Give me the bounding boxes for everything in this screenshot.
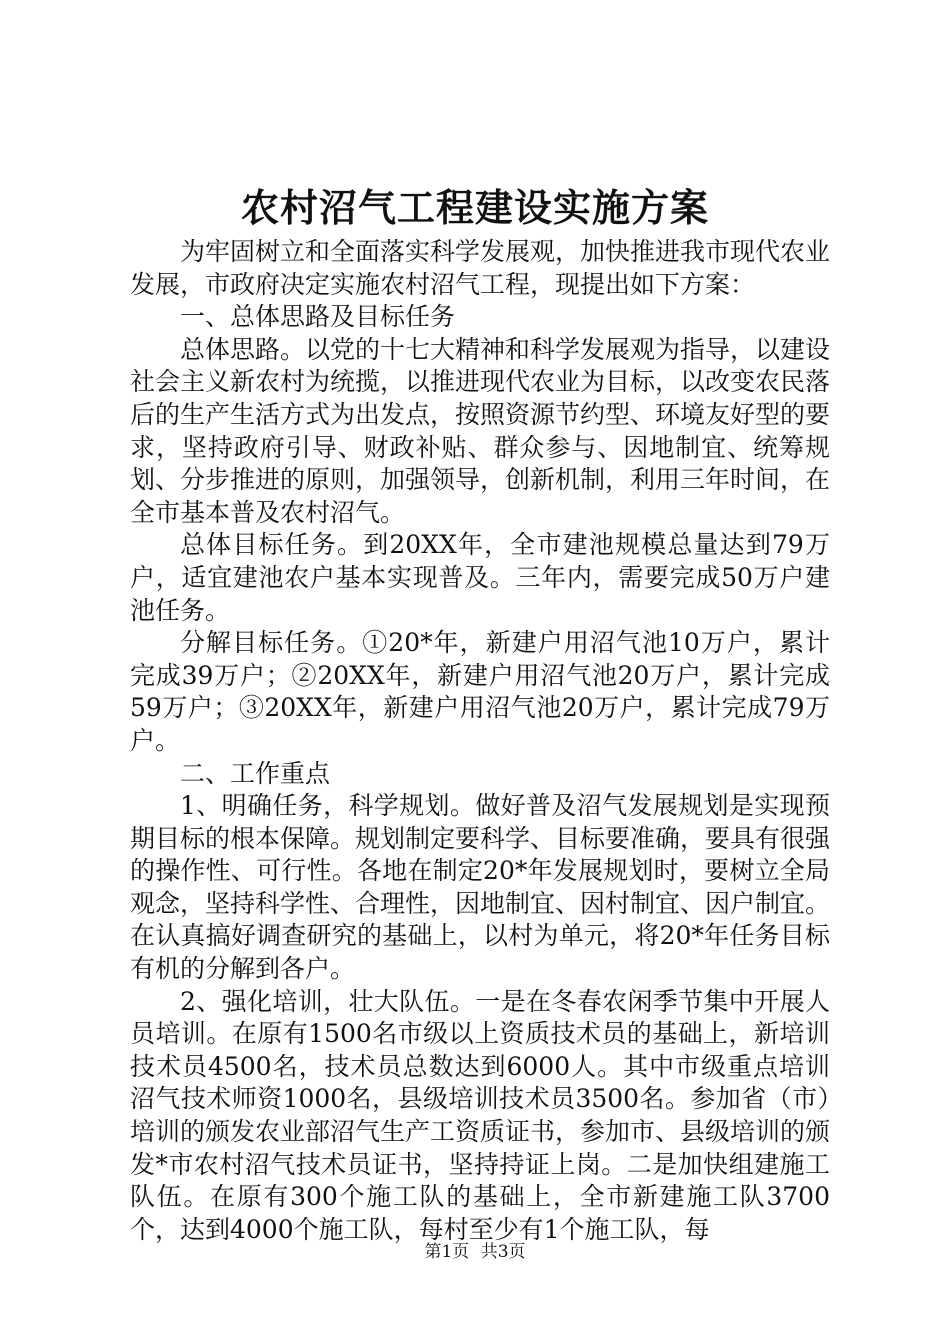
paragraph-goal-breakdown: 分解目标任务。①20*年，新建户用沼气池10万户，累计完成39万户；②20XX年，新建户用沼气池20万户，累计完成59万户；③20XX年，新建户用沼气池20万户，累计完成79万户。 (130, 628, 830, 755)
paragraph-intro: 为牢固树立和全面落实科学发展观，加快推进我市现代农业发展，市政府决定实施农村沼气工程，现提出如下方案： (130, 237, 831, 299)
document-body (130, 236, 830, 1246)
paragraph-training: 2、强化培训，壮大队伍。一是在冬春农闲季节集中开展人员培训。在原有1500名市级以上资质技术员的基础上，新培训技术员4500名，技术员总数达到6000人。其中市级重点培训沼气技术师资1000名，县级培训技术员3500名。参加省（市）培训的颁发农业部沼气生产工资质证书，参加市、县级培训的颁发*市农村沼气技术员证书，坚持持证上岗。二是加快组建施工队伍。在原有300个施工队的基础上，全市新建施工队3700个，达到4000个施工队，每村至少有1个施工队，每 (130, 986, 831, 1244)
section-heading-1: 一、总体思路及目标任务 (180, 302, 456, 332)
paragraph-planning: 1、明确任务，科学规划。做好普及沼气发展规划是实现预期目标的根本保障。规划制定要科学、目标要准确，要具有很强的操作性、可行性。各地在制定20*年发展规划时，要树立全局观念，坚持科学性、合理性，因地制宜、因村制宜、因户制宜。在认真搞好调查研究的基础上，以村为单元，将20*年任务目标有机的分解到各户。 (130, 791, 831, 984)
paragraph-overall-goal: 总体目标任务。到20XX年，全市建池规模总量达到79万户，适宜建池农户基本实现普及。三年内，需要完成50万户建池任务。 (130, 530, 830, 625)
section-heading-2: 二、工作重点 (180, 758, 331, 788)
page-total: 共3页 (480, 1242, 526, 1262)
paragraph-overall-approach: 总体思路。以党的十七大精神和科学发展观为指导，以建设社会主义新农村为统揽，以推进现代农业为目标，以改变农民落后的生产生活方式为出发点，按照资源节约型、环境友好型的要求，坚持政府引导、财政补贴、群众参与、因地制宜、统筹规划、分步推进的原则，加强领导，创新机制，利用三年时间，在全市基本普及农村沼气。 (130, 334, 831, 527)
page-footer (0, 1240, 950, 1264)
page-number: 第1页 (424, 1242, 470, 1262)
document-title: 农村沼气工程建设实施方案 (240, 185, 709, 230)
